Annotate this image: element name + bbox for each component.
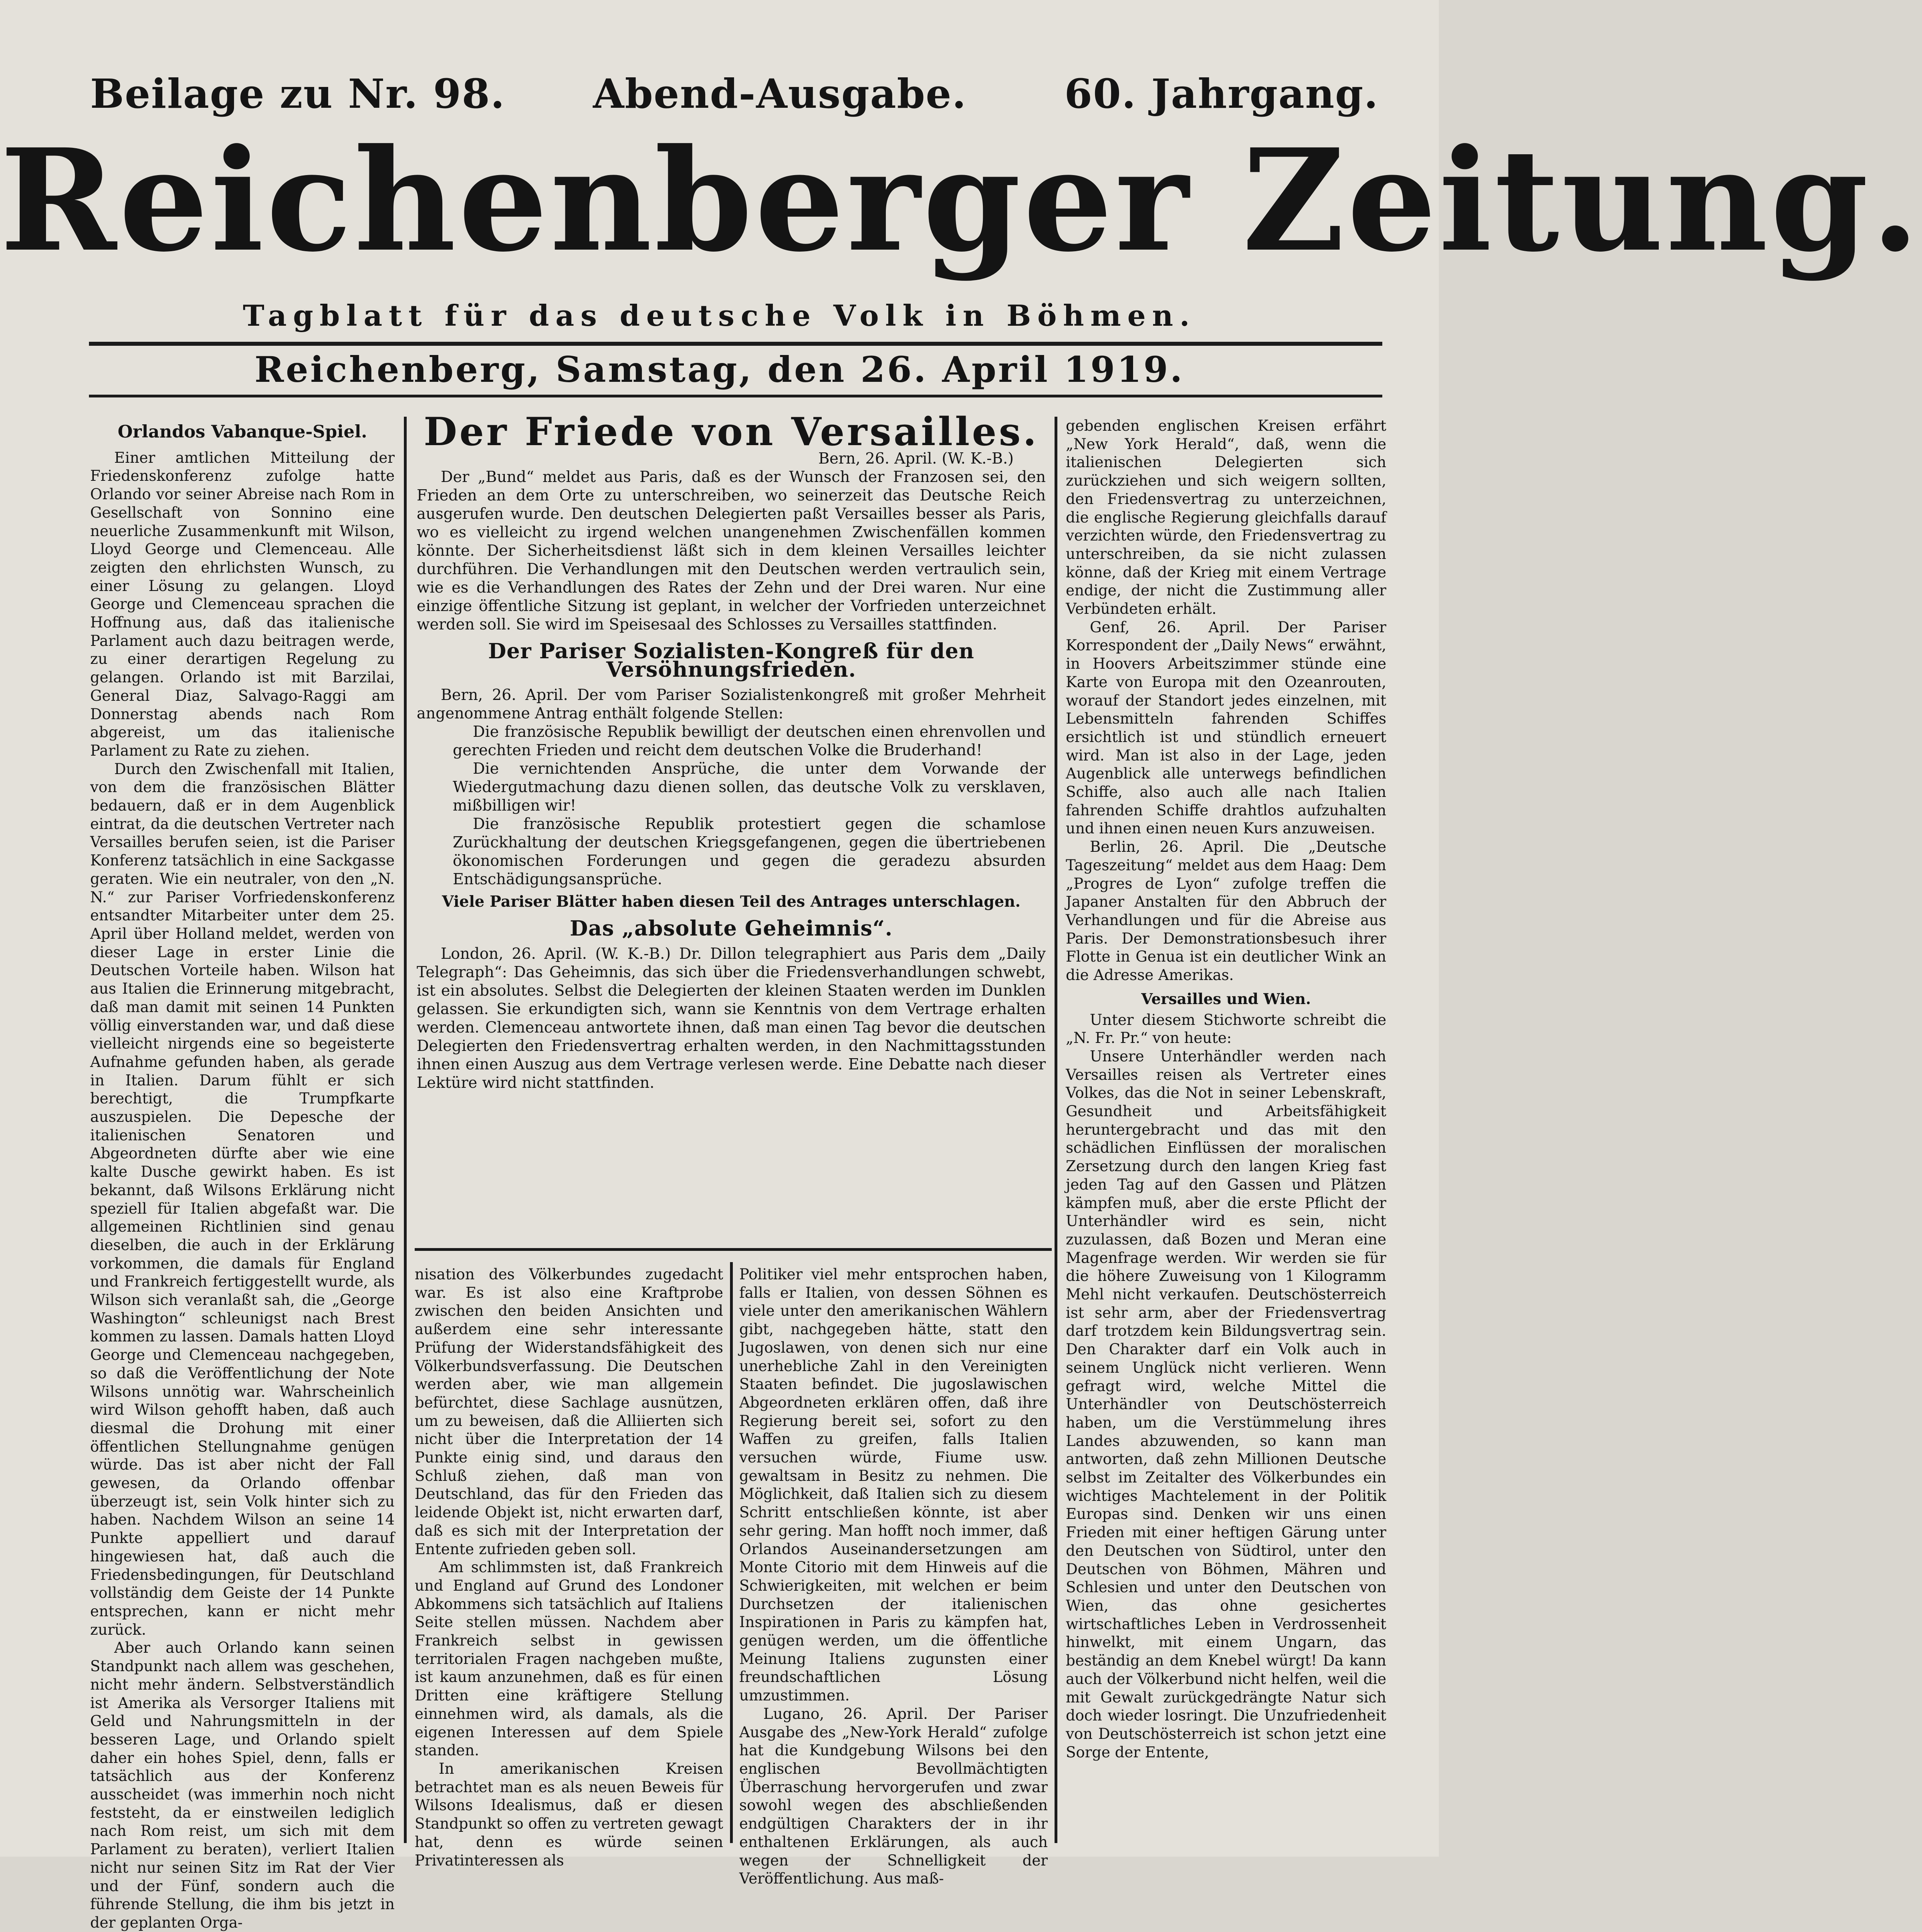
lower-middle-paragraph: In amerikanischen Kreisen betrachtet man es als neuen Beweis für Wilsons Idealismus, daß er diesen Standpunkt so offen zu vertreten gewagt hat, denn es würde seinen Privatinteressen als [415, 1760, 723, 1869]
column-divider-2 [1055, 417, 1057, 1843]
column-divider-lower [730, 1262, 733, 1843]
left-article-title: Orlandos Vabanque-Spiel. [117, 422, 367, 442]
center-paragraph: Der „Bund“ meldet aus Paris, daß es der Wunsch der Franzosen sei, den Frieden an dem Orte zu unterschreiben, wo seinerzeit das Deutsche Reich ausgerufen wurde. Den deutschen Delegierten paßt Versailles besser als Paris, wo es vielleicht zu irgend welchen unangenehmen Zwischenfällen kommen könnte. Der Sicherheitsdienst läßt sich in dem kleinen Versailles leichter durchführen. Die Verhandlungen mit den Deutschen werden vertraulich sein, wie es die Verhandlungen des Rates der Zehn und der Drei waren. Nur eine einzige öffentliche Sitzung ist geplant, in welcher der Vorfrieden unterzeichnet werden soll. Sie wird im Speisesaal des Schlosses zu Versailles stattfinden. [417, 468, 1046, 633]
volume-label: 60. Jahrgang. [1064, 70, 1379, 117]
socialist-congress-quote: Die französische Republik bewilligt der deutschen einen ehrenvollen und gerechten Frieden und reicht dem deutschen Volke die Bruderhand! [453, 723, 1046, 759]
center-article-title: Der Friede von Versailles. [424, 409, 1039, 454]
column-divider-1 [404, 417, 407, 1843]
left-paragraph: Einer amtlichen Mitteilung der Friedenskonferenz zufolge hatte Orlando vor seiner Abreise nach Rom in Gesellschaft von Sonnino eine neuerliche Zusammenkunft mit Wilson, Lloyd George und Clemenceau. Alle zeigten den ehrlichsten Wunsch, zu einer Lösung zu gelangen. Lloyd George und Clemenceau sprachen die Hoffnung aus, daß das italienische Parlament auch dazu beitragen werde, zu einer derartigen Regelung zu gelangen. Orlando ist mit Barzilai, General Diaz, Salvago-Raggi am Donnerstag abends nach Rom abgereist, um das italienische Parlament zu Rate zu ziehen. [90, 449, 395, 759]
versailles-wien-heading: Versailles und Wien. [1141, 990, 1311, 1008]
masthead-title: Reichenberger Zeitung. [0, 118, 1922, 283]
left-column [90, 420, 395, 1931]
edition-label: Abend-Ausgabe. [593, 70, 967, 117]
lower-right-paragraph: Politiker viel mehr entsprochen haben, falls er Italien, von dessen Söhnen es viele unter den amerikanischen Wählern gibt, nachgegeben hätte, statt den Jugoslawen, von denen sich nur eine unerhebliche Zahl in den Vereinigten Staaten befindet. Die jugoslawischen Abgeordneten erklären offen, daß ihre Regierung bereit sei, sofort zu den Waffen zu greifen, falls Italien versuchen würde, Fiume usw. gewaltsam in Besitz zu nehmen. Die Möglichkeit, daß Italien sich zu diesem Schritt entschließen könnte, ist aber sehr gering. Man hofft noch immer, daß Orlandos Auseinandersetzungen am Monte Citorio mit dem Hinweis auf die Schwierigkeiten, mit welchen er beim Durchsetzen der italienischen Inspirationen in Paris zu kämpfen hat, genügen werden, um die öffentliche Meinung Italiens zugunsten einer freundschaftlichen Lösung umzustimmen. [739, 1266, 1048, 1704]
header-rule-top [89, 342, 1382, 346]
tagline: Tagblatt für das deutsche Volk in Böhmen. [243, 298, 1196, 333]
dateline: Reichenberg, Samstag, den 26. April 1919. [254, 349, 1184, 390]
header-rule-bottom [89, 395, 1382, 397]
far-right-paragraph: Berlin, 26. April. Die „Deutsche Tageszeitung“ meldet aus dem Haag: Dem „Progres de Lyon“ zufolge treffen die Japaner Anstalten für den Abbruch der Verhandlungen und für die Abreise aus Paris. Der Demonstrationsbesuch ihrer Flotte in Genua ist ein deutlicher Wink an die Adresse Amerikas. [1066, 838, 1386, 984]
lower-right-column [739, 1265, 1048, 1888]
versailles-wien-paragraph: Unsere Unterhändler werden nach Versailles reisen als Vertreter eines Volkes, das die Not in seiner Lebenskraft, Gesundheit und Arbeitsfähigkeit heruntergebracht und das mit den schädlichen Einflüssen der moralischen Zersetzung durch den langen Krieg fast jeden Tag auf den Gassen und Plätzen kämpfen muß, aber die erste Pflicht der Unterhändler wird es sein, nicht zuzulassen, daß Bozen und Meran eine Magenfrage werden. Wir werden sie für die höhere Zuweisung von 1 Kilogramm Mehl nicht verkaufen. Deutschösterreich ist sehr arm, aber der Friedensvertrag darf trotzdem kein Bildungsvertrag sein. Den Charakter darf ein Volk auch in seinem Unglück nicht verlieren. Wenn gefragt wird, welche Mittel die Unterhändler von Deutschösterreich haben, um die Verstümmelung ihres Landes abzuwenden, so kann man antworten, daß zehn Millionen Deutsche selbst im Zeitalter des Völkerbundes ein wichtiges Machtelement in der Politik Europas sind. Denken wir uns einen Frieden mit einer heftigen Gärung unter den Deutschen von Südtirol, unter den Deutschen von Böhmen, Mähren und Schlesien und unter den Deutschen von Wien, das ohne gesichertes wirtschaftliches Leben in Verdrossenheit hinwelkt, mit einem Ungarn, das beständig an dem Knebel würgt! Da kann auch der Völkerbund nicht helfen, weil die mit Gewalt zurückgedrängte Natur sich doch wieder losringt. Die Unzufriedenheit von Deutschösterreich ist schon jetzt eine Sorge der Entente, [1066, 1047, 1386, 1761]
lower-middle-paragraph: Am schlimmsten ist, daß Frankreich und England auf Grund des Londoner Abkommens sich tatsächlich auf Italiens Seite stellen müssen. Nachdem aber Frankreich selbst in gewissen territorialen Fragen nachgeben mußte, ist kaum anzunehmen, daß es für einen Dritten eine kräftigere Stellung einnehmen wird, als damals, als die eigenen Interessen auf dem Spiele standen. [415, 1559, 723, 1759]
lower-middle-column [415, 1265, 723, 1869]
lower-middle-paragraph: nisation des Völkerbundes zugedacht war. Es ist also eine Kraftprobe zwischen den beiden Ansichten und außerdem eine sehr interessante Prüfung der Widerstandsfähigkeit des Völkerbundsverfassung. Die Deutschen werden aber, wie man allgemein befürchtet, diese Sachlage ausnützen, um zu beweisen, daß die Alliierten sich nicht über die Interpretation der 14 Punkte einig sind, und daraus den Schluß ziehen, daß man von Deutschland, das für den Frieden das leidende Objekt ist, nicht erwarten darf, daß es sich mit der Interpretation der Entente zufrieden geben soll. [415, 1266, 723, 1558]
far-right-paragraph: Genf, 26. April. Der Pariser Korrespondent der „Daily News“ erwähnt, in Hoovers Arbeitszimmer stünde eine Karte von Europa mit den Ozeanrouten, worauf der Standort jedes einzelnen, mit Lebensmitteln fahrenden Schiffes ersichtlich ist und stündlich erneuert wird. Man ist also in der Lage, jeden Augenblick alle unterwegs befindlichen Schiffe, also auch alle nach Italien fahrenden Schiffe drahtlos aufzuhalten und ihnen einen neuen Kurs anzuweisen. [1066, 618, 1386, 837]
lower-right-paragraph: Lugano, 26. April. Der Pariser Ausgabe des „New-York Herald“ zufolge hat die Kundgebung Wilsons bei den englischen Bevollmächtigten Überraschung hervorgerufen und zwar sowohl wegen des abschließenden endgültigen Charakters der in ihr enthaltenen Erklärungen, als auch wegen der Schnelligkeit der Veröffentlichung. Aus maß- [739, 1705, 1048, 1888]
secret-paragraph: London, 26. April. (W. K.-B.) Dr. Dillon telegraphiert aus Paris dem „Daily Telegraph“: Das Geheimnis, das sich über die Friedensverhandlungen schwebt, ist ein absolutes. Selbst die Delegierten der kleinen Staaten werden im Dunklen gelassen. Sie erkundigten sich, wann sie Kenntnis von dem Vertrage erhalten werden. Clemenceau antwortete ihnen, daß man einen Tag bevor die deutschen Delegierten den Friedensvertrag erhalten werden, in den Nachmittagsstunden ihnen einen Auszug aus dem Vertrage verlesen werde. Eine Debatte nach dieser Lektüre wird nicht stattfinden. [417, 945, 1046, 1091]
left-paragraph: Aber auch Orlando kann seinen Standpunkt nach allem was geschehen, nicht mehr ändern. Selbstverständlich ist Amerika als Versorger Italiens mit Geld und Nahrungsmitteln in der besseren Lage, und Orlando spielt daher ein hohes Spiel, denn, falls er tatsächlich aus der Konferenz ausscheidet (was immerhin noch nicht feststeht, da er einstweilen lediglich nach Rom reist, um sich mit dem Parlament zu beraten), verliert Italien nicht nur seinen Sitz im Rat der Vier und der Fünf, sondern auch die führende Stellung, die ihm bis jetzt in der geplanten Orga- [90, 1639, 395, 1931]
socialist-congress-heading: Der Pariser Sozialisten-Kongreß für den Versöhnungsfrieden. [488, 639, 974, 682]
far-right-paragraph: gebenden englischen Kreisen erfährt „New York Herald“, daß, wenn die italienischen Delegierten sich zurückziehen und sich weigern sollten, den Friedensvertrag zu unterzeichnen, die englische Regierung gleichfalls darauf verzichten würde, den Friedensvertrag zu unterschreiben, da sie nicht zulassen könne, daß der Krieg mit einem Vertrage endige, der nicht die Zustimmung aller Verbündeten erhält. [1066, 417, 1386, 618]
supplement-label: Beilage zu Nr. 98. [90, 70, 506, 117]
center-article-bottom-rule [415, 1248, 1052, 1251]
secret-heading: Das „absolute Geheimnis“. [570, 916, 893, 941]
far-right-column [1066, 417, 1386, 1843]
center-article [417, 409, 1046, 1244]
versailles-wien-intro: Unter diesem Stichworte schreibt die „N. Fr. Pr.“ von heute: [1066, 1011, 1386, 1047]
center-article-dateline: Bern, 26. April. (W. K.-B.) [818, 450, 1014, 467]
socialist-congress-intro: Bern, 26. April. Der vom Pariser Sozialistenkongreß mit großer Mehrheit angenommene Antrag enthält folgende Stellen: [417, 686, 1046, 722]
socialist-congress-quote: Die französische Republik protestiert gegen die schamlose Zurückhaltung der deutschen Kriegsgefangenen, gegen die übertriebenen ökonomischen Forderungen und gegen die geradezu absurden Entschädigungsansprüche. [453, 815, 1046, 888]
left-paragraph: Durch den Zwischenfall mit Italien, von dem die französischen Blätter bedauern, daß er in dem Augenblick eintrat, da die deutschen Vertreter nach Versailles berufen seien, ist die Pariser Konferenz tatsächlich in eine Sackgasse geraten. Wie ein neutraler, von den „N. N.“ zur Pariser Vorfriedenskonferenz entsandter Mitarbeiter unter dem 25. April über Holland meldet, werden von dieser Lage in erster Linie die Deutschen Vorteile haben. Wilson hat aus Italien die Erinnerung mitgebracht, daß man damit mit seinen 14 Punkten völlig einverstanden war, und daß diese vielleicht nirgends eine so begeisterte Aufnahme gefunden haben, als gerade in Italien. Darum fühlt er sich berechtigt, die Trumpfkarte auszuspielen. Die Depesche der italienischen Senatoren und Abgeordneten dürfte aber wie eine kalte Dusche gewirkt haben. Es ist bekannt, daß Wilsons Erklärung nicht speziell für Italien abgefaßt war. Die allgemeinen Richtlinien sind genau dieselben, die auch in der Erklärung vorkommen, die damals für England und Frankreich fertiggestellt wurde, als Wilson sich veranlaßt sah, die „George Washington“ schleunigst nach Brest kommen zu lassen. Damals hatten Lloyd George und Clemenceau nachgegeben, so daß die Veröffentlichung der Note Wilsons unnötig war. Wahrscheinlich wird Wilson gehofft haben, daß auch diesmal die Drohung mit einer öffentlichen Stellungnahme genügen würde. Das ist aber nicht der Fall gewesen, da Orlando offenbar überzeugt ist, sein Volk hinter sich zu haben. Nachdem Wilson an seine 14 Punkte appelliert und darauf hingewiesen hat, daß auch die Friedensbedingungen, für Deutschland vollständig dem Geiste der 14 Punkte entsprechen, kann er nicht mehr zurück. [90, 760, 395, 1638]
socialist-congress-quote: Die vernichtenden Ansprüche, die unter dem Vorwande der Wiedergutmachung dazu dienen sollen, das deutsche Volk zu versklaven, mißbilligen wir! [453, 760, 1046, 814]
socialist-congress-closing: Viele Pariser Blätter haben diesen Teil des Antrages unterschlagen. [442, 892, 1020, 910]
